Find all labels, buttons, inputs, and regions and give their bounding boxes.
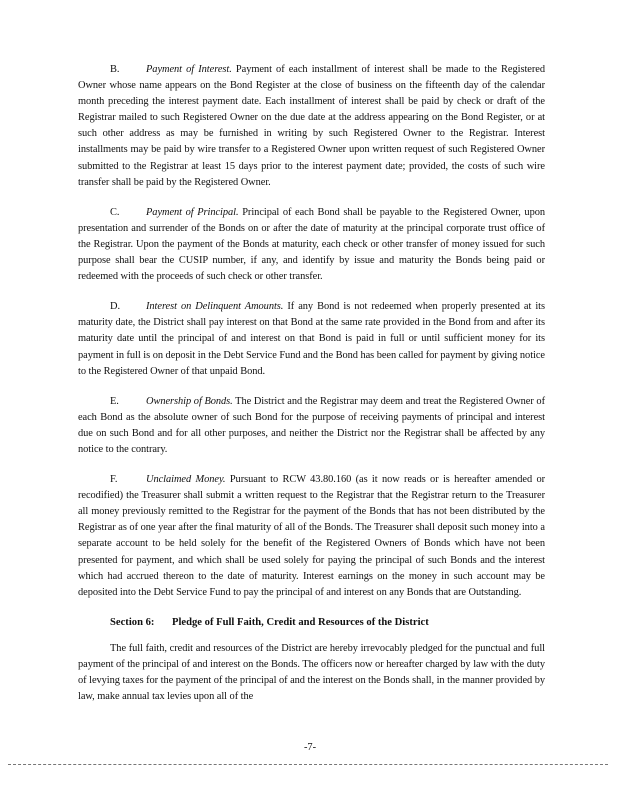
- paragraph-interest-on-delinquent-amounts: [78, 299, 545, 379]
- paragraph-text: Pursuant to RCW 43.80.160 (as it now reads or is hereafter amended or recodified) the Treasurer shall submit a written request to the Registrar that the Registrar return to the Treasurer all money previously remitted to the Registrar for the payment of the Bonds that has not been distributed by the Registrar as of one year after the final maturity of all of the Bonds. The Treasurer shall deposit such money into a separate account to be held solely for the benefit of the Registered Owners of Bonds which have not been presented for payment, and which shall be used solely for paying the principal of such Bonds and the interest which had accrued thereon to the date of maturity. Interest earnings on the money in such account may be deposited into the Debt Service Fund to pay the principal of and interest on any Bonds that are Outstanding.: [78, 474, 545, 598]
- paragraph-letter: F.: [110, 474, 118, 486]
- paragraph-payment-of-interest: [78, 62, 545, 191]
- section-heading: [78, 615, 545, 631]
- paragraph-text: Principal of each Bond shall be payable to the Registered Owner, upon presentation and surrender of the Bonds on or after the date of maturity at the principal corporate trust office of the Registrar. Upon the payment of the Bonds at maturity, each check or other transfer of money issued for such purpose shall bear the CUSIP number, if any, and identify by issue and maturity the Bonds being paid or redeemed with the proceeds of such check or other transfer.: [78, 206, 545, 283]
- paragraph-payment-of-principal: [78, 205, 545, 285]
- section-number: Section 6:: [110, 616, 155, 628]
- paragraph-letter: D.: [110, 301, 121, 313]
- paragraph-heading: Interest on Delinquent Amounts.: [146, 301, 284, 313]
- footer-divider: [8, 764, 608, 766]
- paragraph-heading: Unclaimed Money.: [146, 474, 226, 486]
- paragraph-heading: Payment of Interest.: [146, 64, 232, 75]
- paragraph-letter: E.: [110, 395, 119, 407]
- paragraph-heading: Ownership of Bonds.: [146, 395, 233, 407]
- paragraph-letter: B.: [110, 64, 120, 75]
- paragraph-ownership-of-bonds: [78, 394, 545, 458]
- document-body: [78, 62, 545, 719]
- section-paragraph: The full faith, credit and resources of the District are hereby irrevocably pledged for the punctual and full payment of the principal of and interest on the Bonds. The officers now or hereafter charged by law with the duty of levying taxes for the payment of the principal of and the interest on the Bonds shall, in the manner provided by law, make annual tax levies upon all of the: [78, 642, 545, 703]
- paragraph-text: Payment of each installment of interest shall be made to the Registered Owner whose name appears on the Bond Register at the close of business on the fifteenth day of the calendar month preceding the interest payment date. Each installment of interest shall be paid by check or draft of the Registrar mailed to such Registered Owner on the due date at the address appearing on the Bond Register, or at such other address as may be furnished in writing by such Registered Owner to the Registrar. Interest installments may be paid by wire transfer to a Registered Owner upon written request of such Registered Owner submitted to the Registrar at least 15 days prior to the interest payment date; provided, the costs of such wire transfer shall be paid by the Registered Owner.: [78, 64, 545, 188]
- section-title: Pledge of Full Faith, Credit and Resources of the District: [172, 616, 429, 628]
- page-number: -7-: [303, 742, 317, 753]
- paragraph-text: If any Bond is not redeemed when properly presented at its maturity date, the District shall pay interest on that Bond at the same rate provided in the Bond from and after its maturity date until the principal of and interest on that Bond is paid in full or until sufficient money for its payment in full is on deposit in the Debt Service Fund and the Bond has been called for payment by giving notice to the Registered Owner of that unpaid Bond.: [78, 301, 545, 377]
- paragraph-unclaimed-money: [78, 472, 545, 601]
- paragraph-text: The District and the Registrar may deem and treat the Registered Owner of each Bond as the absolute owner of such Bond for the purpose of receiving payments of principal and interest due on such Bond and for all other purposes, and neither the District nor the Registrar shall be affected by any notice to the contrary.: [78, 395, 545, 455]
- paragraph-letter: C.: [110, 206, 120, 218]
- paragraph-heading: Payment of Principal.: [146, 206, 239, 218]
